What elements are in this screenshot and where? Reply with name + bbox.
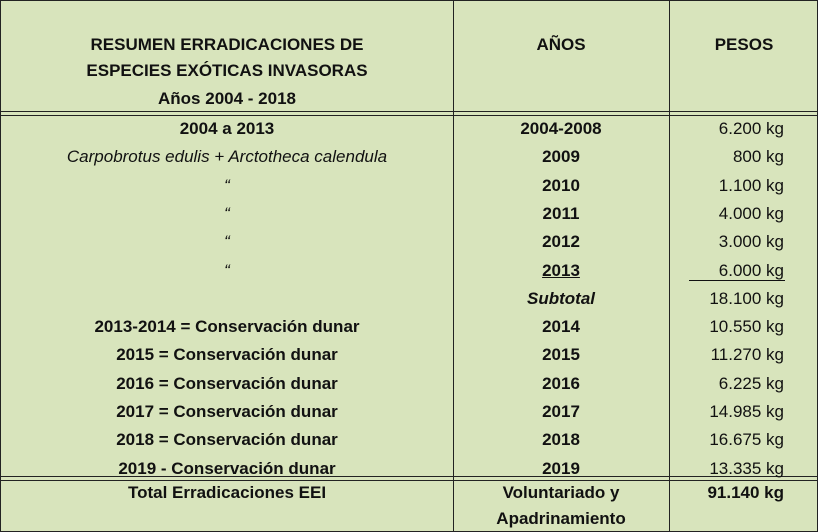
row-weight: 10.550 kg: [709, 317, 784, 336]
subtotal-weight: 18.100 kg: [709, 289, 784, 308]
row-description: 2004 a 2013: [179, 119, 275, 138]
row-weight: 11.270 kg: [710, 345, 784, 364]
row-year: 2017: [542, 402, 580, 421]
row-description: 2016 = Conservación dunar: [116, 374, 338, 393]
row-weight: 6.000 kg: [718, 261, 784, 280]
row-description: “: [224, 261, 230, 280]
subtotal-label: Subtotal: [527, 289, 595, 308]
row-year: 2014: [542, 317, 580, 336]
row-weight: 14.985 kg: [709, 402, 784, 421]
row-year: 2013: [542, 261, 580, 280]
table-title-line-1: RESUMEN ERRADICACIONES DE: [90, 35, 364, 54]
row-weight: 4.000 kg: [718, 204, 784, 223]
row-year: 2004-2008: [520, 119, 602, 138]
row-description: “: [224, 176, 230, 195]
row-year: 2015: [542, 345, 580, 364]
total-years-line-1: Voluntariado y: [502, 483, 620, 502]
years-column-header: AÑOS: [536, 35, 586, 54]
row-weight: 3.000 kg: [718, 232, 784, 251]
total-years-line-2: Apadrinamiento: [496, 509, 626, 528]
table-title-line-2: ESPECIES EXÓTICAS INVASORAS: [86, 61, 368, 80]
row-description: 2018 = Conservación dunar: [116, 430, 338, 449]
row-description: “: [224, 232, 230, 251]
row-year: 2012: [542, 232, 580, 251]
row-description: “: [224, 204, 230, 223]
row-description: 2013-2014 = Conservación dunar: [94, 317, 360, 336]
row-weight: 800 kg: [732, 147, 784, 166]
row-weight: 6.225 kg: [718, 374, 784, 393]
total-label: Total Erradicaciones EEI: [127, 483, 327, 502]
total-weight: 91.140 kg: [707, 483, 784, 502]
row-year: 2018: [542, 430, 580, 449]
row-weight: 6.200 kg: [718, 119, 784, 138]
row-description: 2017 = Conservación dunar: [116, 402, 338, 421]
row-year: 2016: [542, 374, 580, 393]
row-year: 2010: [542, 176, 580, 195]
row-year: 2009: [542, 147, 580, 166]
row-weight: 16.675 kg: [709, 430, 784, 449]
table-title-line-3: Años 2004 - 2018: [158, 89, 296, 108]
row-year: 2019: [542, 459, 580, 478]
row-description: 2019 - Conservación dunar: [118, 459, 336, 478]
sum-underline: [689, 280, 785, 281]
header-divider: [1, 111, 817, 116]
row-weight: 13.335 kg: [709, 459, 784, 478]
row-description: 2015 = Conservación dunar: [116, 345, 338, 364]
weights-column-header: PESOS: [714, 35, 774, 54]
row-year: 2011: [542, 204, 580, 223]
row-description: Carpobrotus edulis + Arctotheca calendula: [66, 147, 388, 166]
row-weight: 1.100 kg: [718, 176, 784, 195]
